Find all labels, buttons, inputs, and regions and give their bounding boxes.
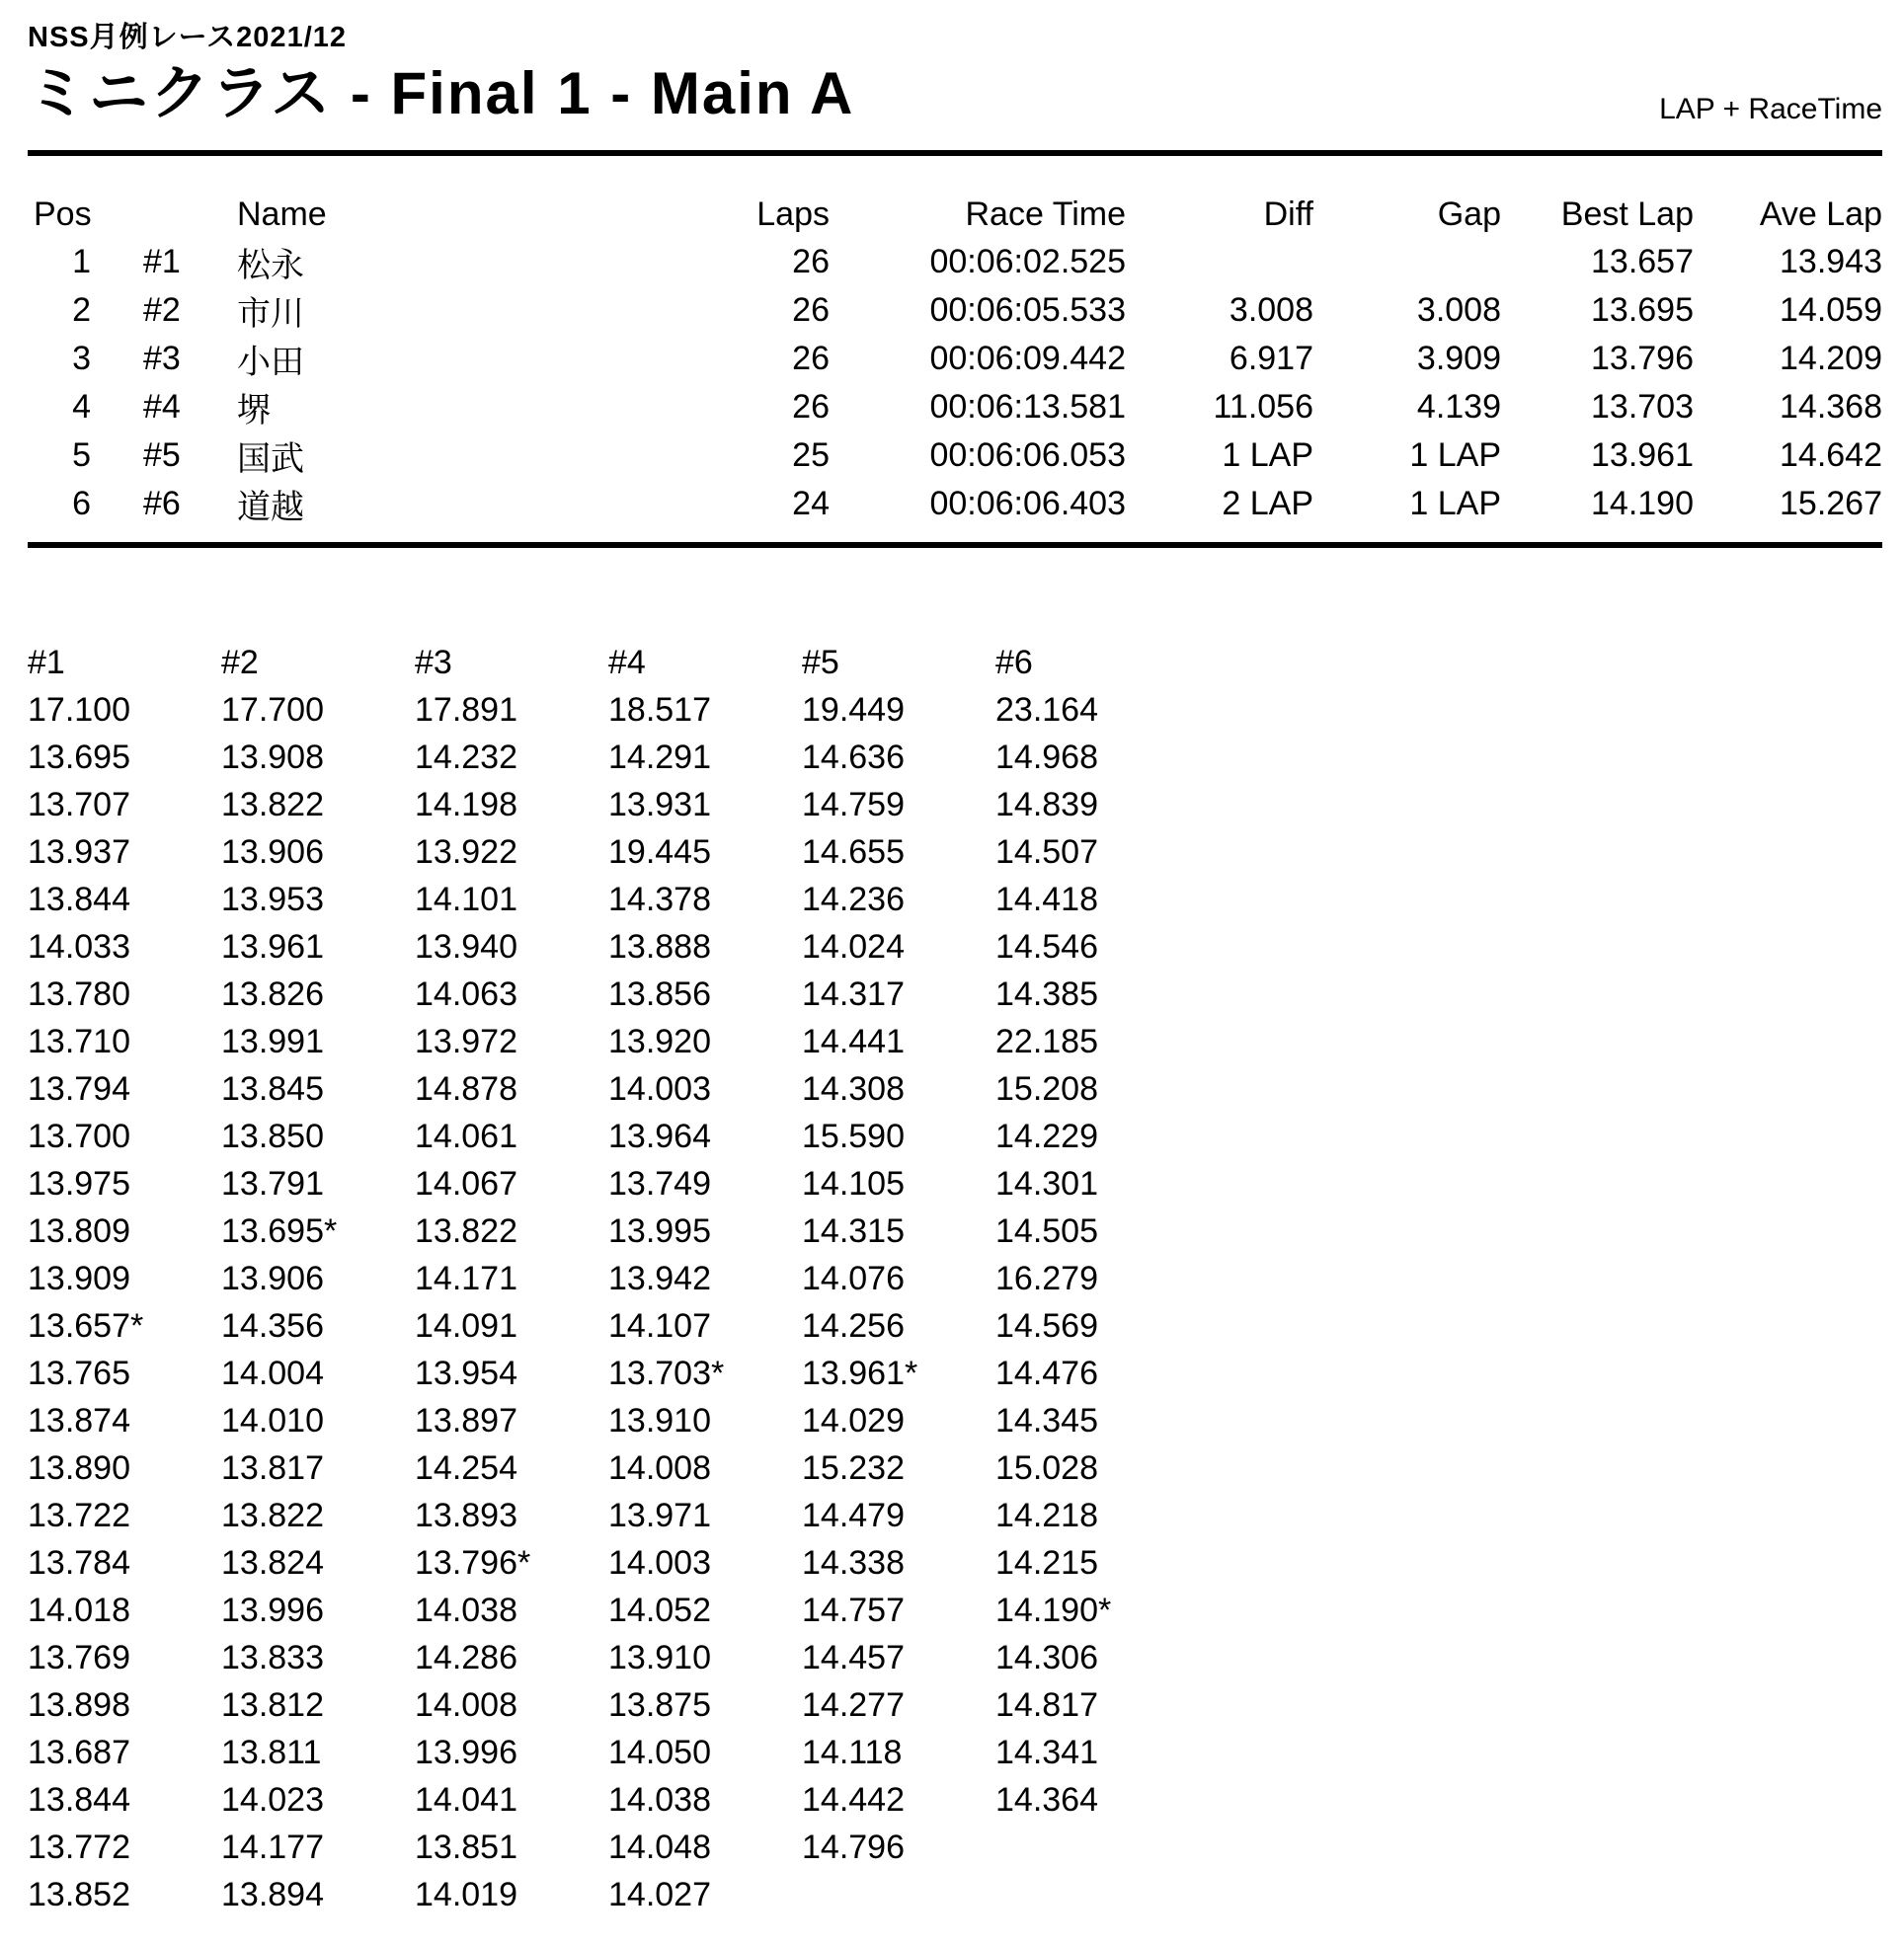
driver-name-cell: 道越 [237,489,304,526]
lap-times-section [28,639,1882,1918]
lap-time-cell: 13.824 [221,1543,324,1582]
lap-time-cell: 13.996 [221,1591,324,1629]
lap-time-cell: 15.208 [995,1069,1098,1108]
lap-time-cell: 13.703* [608,1354,725,1392]
lap-time-cell: 13.942 [608,1259,711,1297]
gap-cell: 3.909 [1416,340,1501,377]
result-row [28,431,1882,480]
lap-time-cell: 13.687 [28,1733,130,1771]
lap-time-cell: 13.922 [415,832,517,871]
column-header-avelap: Ave Lap [1759,195,1882,233]
driver-name-cell: 松永 [237,247,304,284]
lap-time-cell: 13.888 [608,927,711,966]
lap-time-cell: 17.891 [415,690,517,729]
gap-cell: 1 LAP [1409,436,1501,474]
lap-row [28,1824,1189,1871]
lap-time-cell: 14.091 [415,1306,517,1345]
lap-time-cell: 13.890 [28,1448,130,1487]
lap-row [28,1776,1189,1824]
lap-row [28,971,1189,1018]
lap-time-cell: 13.894 [221,1875,324,1913]
lap-time-cell [802,1871,995,1918]
lap-time-cell: 17.700 [221,690,324,729]
lap-row [28,876,1189,923]
timing-mode-note: LAP + RaceTime [1659,93,1882,125]
lap-time-cell: 13.769 [28,1638,130,1676]
position-cell: 2 [72,291,91,329]
lap-time-cell: 14.364 [995,1780,1098,1819]
lap-time-cell: 13.695 [28,738,130,776]
diff-cell: 1 LAP [1222,436,1313,474]
ave-lap-cell: 14.059 [1780,291,1882,329]
lap-time-cell: 16.279 [995,1259,1098,1297]
best-lap-cell: 14.190 [1591,485,1694,522]
lap-time-cell: 13.822 [221,1496,324,1534]
lap-time-cell: 15.028 [995,1448,1098,1487]
lap-column-header-5: #5 [802,643,839,681]
column-header-laps: Laps [756,195,830,233]
lap-time-cell: 13.971 [608,1496,711,1534]
lap-time-cell: 13.833 [221,1638,324,1676]
lap-time-cell: 14.198 [415,785,517,823]
lap-time-cell: 14.569 [995,1306,1098,1345]
column-header-name: Name [237,195,327,233]
lap-time-cell: 14.418 [995,880,1098,918]
lap-time-cell: 13.961 [221,927,324,966]
lap-time-cell: 14.442 [802,1780,905,1819]
lap-time-cell: 14.105 [802,1164,905,1203]
lap-time-cell: 13.794 [28,1069,130,1108]
lap-time-cell: 14.655 [802,832,905,871]
lap-time-cell: 14.177 [221,1828,324,1866]
position-cell: 5 [72,436,91,474]
lap-time-cell: 14.378 [608,880,711,918]
race-time-cell: 00:06:09.442 [929,340,1126,377]
lap-time-cell: 13.996 [415,1733,517,1771]
result-row [28,383,1882,431]
laps-cell: 26 [792,340,830,377]
lap-time-cell: 14.038 [415,1591,517,1629]
lap-time-cell: 15.590 [802,1117,905,1155]
gap-cell: 1 LAP [1409,485,1501,522]
lap-time-cell: 14.018 [28,1591,130,1629]
lap-row [28,828,1189,876]
race-time-cell: 00:06:05.533 [929,291,1126,329]
lap-row [28,1350,1189,1397]
laps-cell: 26 [792,388,830,426]
lap-time-cell: 14.315 [802,1211,905,1250]
lap-time-cell: 13.910 [608,1401,711,1440]
lap-time-cell: 14.277 [802,1685,905,1724]
result-row [28,286,1882,335]
results-header-row [28,192,1882,238]
event-title: NSS月例レース2021/12 [28,22,348,53]
lap-time-cell: 14.023 [221,1780,324,1819]
lap-time-cell: 14.345 [995,1401,1098,1440]
lap-time-cell: 14.385 [995,974,1098,1013]
lap-time-cell [995,1824,1189,1871]
lap-time-cell: 18.517 [608,690,711,729]
lap-time-cell: 13.897 [415,1401,517,1440]
position-cell: 4 [72,388,91,426]
best-lap-cell: 13.961 [1591,436,1694,474]
lap-time-cell: 14.286 [415,1638,517,1676]
column-header-racetime: Race Time [965,195,1126,233]
best-lap-cell: 13.796 [1591,340,1694,377]
position-cell: 1 [72,243,91,280]
lap-time-cell: 14.048 [608,1828,711,1866]
lap-column-header-3: #3 [415,643,452,681]
lap-time-cell: 13.964 [608,1117,711,1155]
lap-time-cell: 13.909 [28,1259,130,1297]
lap-time-cell: 13.791 [221,1164,324,1203]
lap-time-cell: 13.826 [221,974,324,1013]
lap-row [28,1113,1189,1160]
lap-time-cell: 14.063 [415,974,517,1013]
car-number-cell: #5 [143,436,181,474]
lap-time-cell: 13.809 [28,1211,130,1250]
laps-cell: 24 [792,485,830,522]
lap-time-cell: 13.707 [28,785,130,823]
lap-row [28,1255,1189,1302]
lap-row [28,1397,1189,1444]
title-row [28,59,1882,128]
diff-cell: 6.917 [1229,340,1313,377]
lap-time-cell: 17.100 [28,690,130,729]
lap-time-cell: 13.700 [28,1117,130,1155]
lap-time-cell: 14.476 [995,1354,1098,1392]
lap-time-cell: 14.507 [995,832,1098,871]
column-header-diff: Diff [1263,195,1313,233]
car-number-cell: #4 [143,388,181,426]
lap-time-cell: 13.856 [608,974,711,1013]
lap-time-cell: 13.812 [221,1685,324,1724]
result-row [28,480,1882,528]
lap-time-cell: 13.784 [28,1543,130,1582]
lap-time-cell: 14.008 [415,1685,517,1724]
lap-time-cell: 13.772 [28,1828,130,1866]
lap-time-cell: 14.218 [995,1496,1098,1534]
car-number-cell: #3 [143,340,181,377]
lap-time-cell: 14.215 [995,1543,1098,1582]
column-header-gap: Gap [1437,195,1501,233]
position-cell: 6 [72,485,91,522]
lap-time-cell: 14.003 [608,1069,711,1108]
lap-row [28,1681,1189,1729]
lap-time-cell: 13.780 [28,974,130,1013]
lap-time-cell: 13.875 [608,1685,711,1724]
lap-time-cell: 13.954 [415,1354,517,1392]
column-header-pos: Pos [34,195,92,233]
lap-time-cell: 14.457 [802,1638,905,1676]
lap-row [28,1539,1189,1587]
diff-cell [1126,238,1313,286]
lap-time-cell: 13.822 [415,1211,517,1250]
lap-time-cell: 13.898 [28,1685,130,1724]
lap-time-cell: 13.811 [221,1733,322,1771]
lap-time-cell: 13.940 [415,927,517,966]
column-header-bestlap: Best Lap [1560,195,1694,233]
lap-time-cell: 14.010 [221,1401,324,1440]
driver-name-cell: 堺 [237,392,271,429]
lap-time-cell: 13.920 [608,1022,711,1060]
lap-time-cell: 14.171 [415,1259,517,1297]
driver-name-cell: 小田 [237,344,304,381]
lap-time-cell: 14.968 [995,738,1098,776]
lap-time-cell: 13.722 [28,1496,130,1534]
lap-time-cell: 14.291 [608,738,711,776]
lap-time-cell: 13.953 [221,880,324,918]
lap-time-cell: 22.185 [995,1022,1098,1060]
race-time-cell: 00:06:06.053 [929,436,1126,474]
lap-time-cell: 13.874 [28,1401,130,1440]
lap-time-cell: 14.308 [802,1069,905,1108]
lap-row [28,1160,1189,1207]
lap-column-header-6: #6 [995,643,1033,681]
lap-row [28,1634,1189,1681]
lap-time-cell: 14.052 [608,1591,711,1629]
lap-time-cell: 13.749 [608,1164,711,1203]
lap-time-cell: 13.906 [221,832,324,871]
car-number-cell: #2 [143,291,181,329]
result-row [28,335,1882,383]
ave-lap-cell: 14.642 [1780,436,1882,474]
lap-column-header-2: #2 [221,643,259,681]
lap-time-cell: 14.817 [995,1685,1098,1724]
lap-time-cell: 14.505 [995,1211,1098,1250]
lap-time-cell: 14.236 [802,880,905,918]
lap-time-cell: 14.356 [221,1306,324,1345]
diff-cell: 3.008 [1229,291,1313,329]
lap-time-cell: 14.061 [415,1117,517,1155]
lap-row [28,1065,1189,1113]
lap-time-cell: 13.850 [221,1117,324,1155]
lap-time-cell: 13.844 [28,880,130,918]
lap-time-cell: 19.445 [608,832,711,871]
best-lap-cell: 13.695 [1591,291,1694,329]
lap-time-cell: 13.910 [608,1638,711,1676]
results-table [28,192,1882,528]
lap-time-cell: 14.878 [415,1069,517,1108]
car-number-cell: #6 [143,485,181,522]
gap-cell: 4.139 [1416,388,1501,426]
lap-time-cell: 13.991 [221,1022,324,1060]
lap-row [28,923,1189,971]
lap-row [28,686,1189,734]
laps-cell: 25 [792,436,830,474]
lap-time-cell: 14.004 [221,1354,324,1392]
lap-time-cell: 14.118 [802,1733,903,1771]
lap-time-cell: 14.067 [415,1164,517,1203]
lap-time-cell: 14.341 [995,1733,1098,1771]
lap-time-cell: 14.636 [802,738,905,776]
lap-row [28,1018,1189,1065]
lap-time-cell: 14.076 [802,1259,905,1297]
result-row [28,238,1882,286]
lap-row [28,1587,1189,1634]
lap-time-cell: 15.232 [802,1448,905,1487]
lap-row [28,1492,1189,1539]
lap-row [28,1871,1189,1918]
best-lap-cell: 13.703 [1591,388,1694,426]
lap-time-cell: 14.107 [608,1306,711,1345]
lap-time-cell: 14.101 [415,880,517,918]
lap-time-cell: 14.033 [28,927,130,966]
divider-top [28,150,1882,156]
diff-cell: 2 LAP [1222,485,1313,522]
laps-cell: 26 [792,291,830,329]
lap-time-cell: 14.019 [415,1875,517,1913]
lap-time-cell: 13.937 [28,832,130,871]
lap-table-header-row [28,639,1189,686]
best-lap-cell: 13.657 [1591,243,1694,280]
lap-time-cell: 14.306 [995,1638,1098,1676]
lap-time-cell: 14.008 [608,1448,711,1487]
race-time-cell: 00:06:06.403 [929,485,1126,522]
ave-lap-cell: 14.209 [1780,340,1882,377]
lap-time-cell: 13.845 [221,1069,324,1108]
lap-time-cell: 14.546 [995,927,1098,966]
race-time-cell: 00:06:02.525 [929,243,1126,280]
lap-time-cell: 13.817 [221,1448,324,1487]
lap-row [28,1302,1189,1350]
lap-time-cell: 13.657* [28,1306,144,1345]
lap-time-cell: 14.256 [802,1306,905,1345]
lap-time-cell: 13.972 [415,1022,517,1060]
lap-time-cell: 13.906 [221,1259,324,1297]
lap-time-cell: 13.695* [221,1211,338,1250]
lap-time-cell: 14.839 [995,785,1098,823]
lap-row [28,1207,1189,1255]
column-header-car [99,192,198,238]
lap-row [28,1729,1189,1776]
lap-row [28,781,1189,828]
gap-cell: 3.008 [1416,291,1501,329]
diff-cell: 11.056 [1213,388,1313,426]
lap-time-cell: 14.759 [802,785,905,823]
lap-time-cell: 14.038 [608,1780,711,1819]
ave-lap-cell: 13.943 [1780,243,1882,280]
lap-time-cell: 14.229 [995,1117,1098,1155]
lap-time-cell: 14.232 [415,738,517,776]
lap-time-cell: 19.449 [802,690,905,729]
lap-time-cell: 14.050 [608,1733,711,1771]
lap-time-cell: 23.164 [995,690,1098,729]
ave-lap-cell: 15.267 [1780,485,1882,522]
lap-time-cell: 14.041 [415,1780,517,1819]
lap-time-cell: 13.822 [221,785,324,823]
race-time-cell: 00:06:13.581 [929,388,1126,426]
lap-row [28,1444,1189,1492]
lap-time-cell: 14.757 [802,1591,905,1629]
lap-time-cell: 14.301 [995,1164,1098,1203]
lap-time-cell: 13.931 [608,785,711,823]
ave-lap-cell: 14.368 [1780,388,1882,426]
lap-time-cell: 14.027 [608,1875,711,1913]
lap-time-cell: 14.479 [802,1496,905,1534]
lap-column-header-4: #4 [608,643,646,681]
lap-time-cell: 14.190* [995,1591,1112,1629]
lap-time-cell: 14.029 [802,1401,905,1440]
lap-time-cell: 14.317 [802,974,905,1013]
race-title: ミニクラス - Final 1 - Main A [28,60,855,126]
lap-time-cell [995,1871,1189,1918]
laps-cell: 26 [792,243,830,280]
divider-bottom [28,542,1882,548]
car-number-cell: #1 [143,243,181,280]
lap-time-cell: 13.851 [415,1828,517,1866]
lap-column-header-1: #1 [28,643,65,681]
lap-time-cell: 14.796 [802,1828,905,1866]
lap-row [28,734,1189,781]
driver-name-cell: 市川 [237,295,304,333]
lap-time-cell: 13.796* [415,1543,531,1582]
position-cell: 3 [72,340,91,377]
lap-time-cell: 14.024 [802,927,905,966]
lap-time-cell: 13.961* [802,1354,918,1392]
lap-time-cell: 14.441 [802,1022,905,1060]
lap-time-cell: 13.893 [415,1496,517,1534]
gap-cell [1313,238,1501,286]
lap-time-cell: 13.995 [608,1211,711,1250]
lap-times-table [28,639,1189,1918]
lap-time-cell: 13.908 [221,738,324,776]
driver-name-cell: 国武 [237,440,304,478]
lap-time-cell: 14.003 [608,1543,711,1582]
lap-time-cell: 13.844 [28,1780,130,1819]
lap-time-cell: 13.852 [28,1875,130,1913]
lap-time-cell: 13.975 [28,1164,130,1203]
lap-time-cell: 13.710 [28,1022,130,1060]
lap-time-cell: 13.765 [28,1354,130,1392]
lap-time-cell: 14.254 [415,1448,517,1487]
lap-time-cell: 14.338 [802,1543,905,1582]
